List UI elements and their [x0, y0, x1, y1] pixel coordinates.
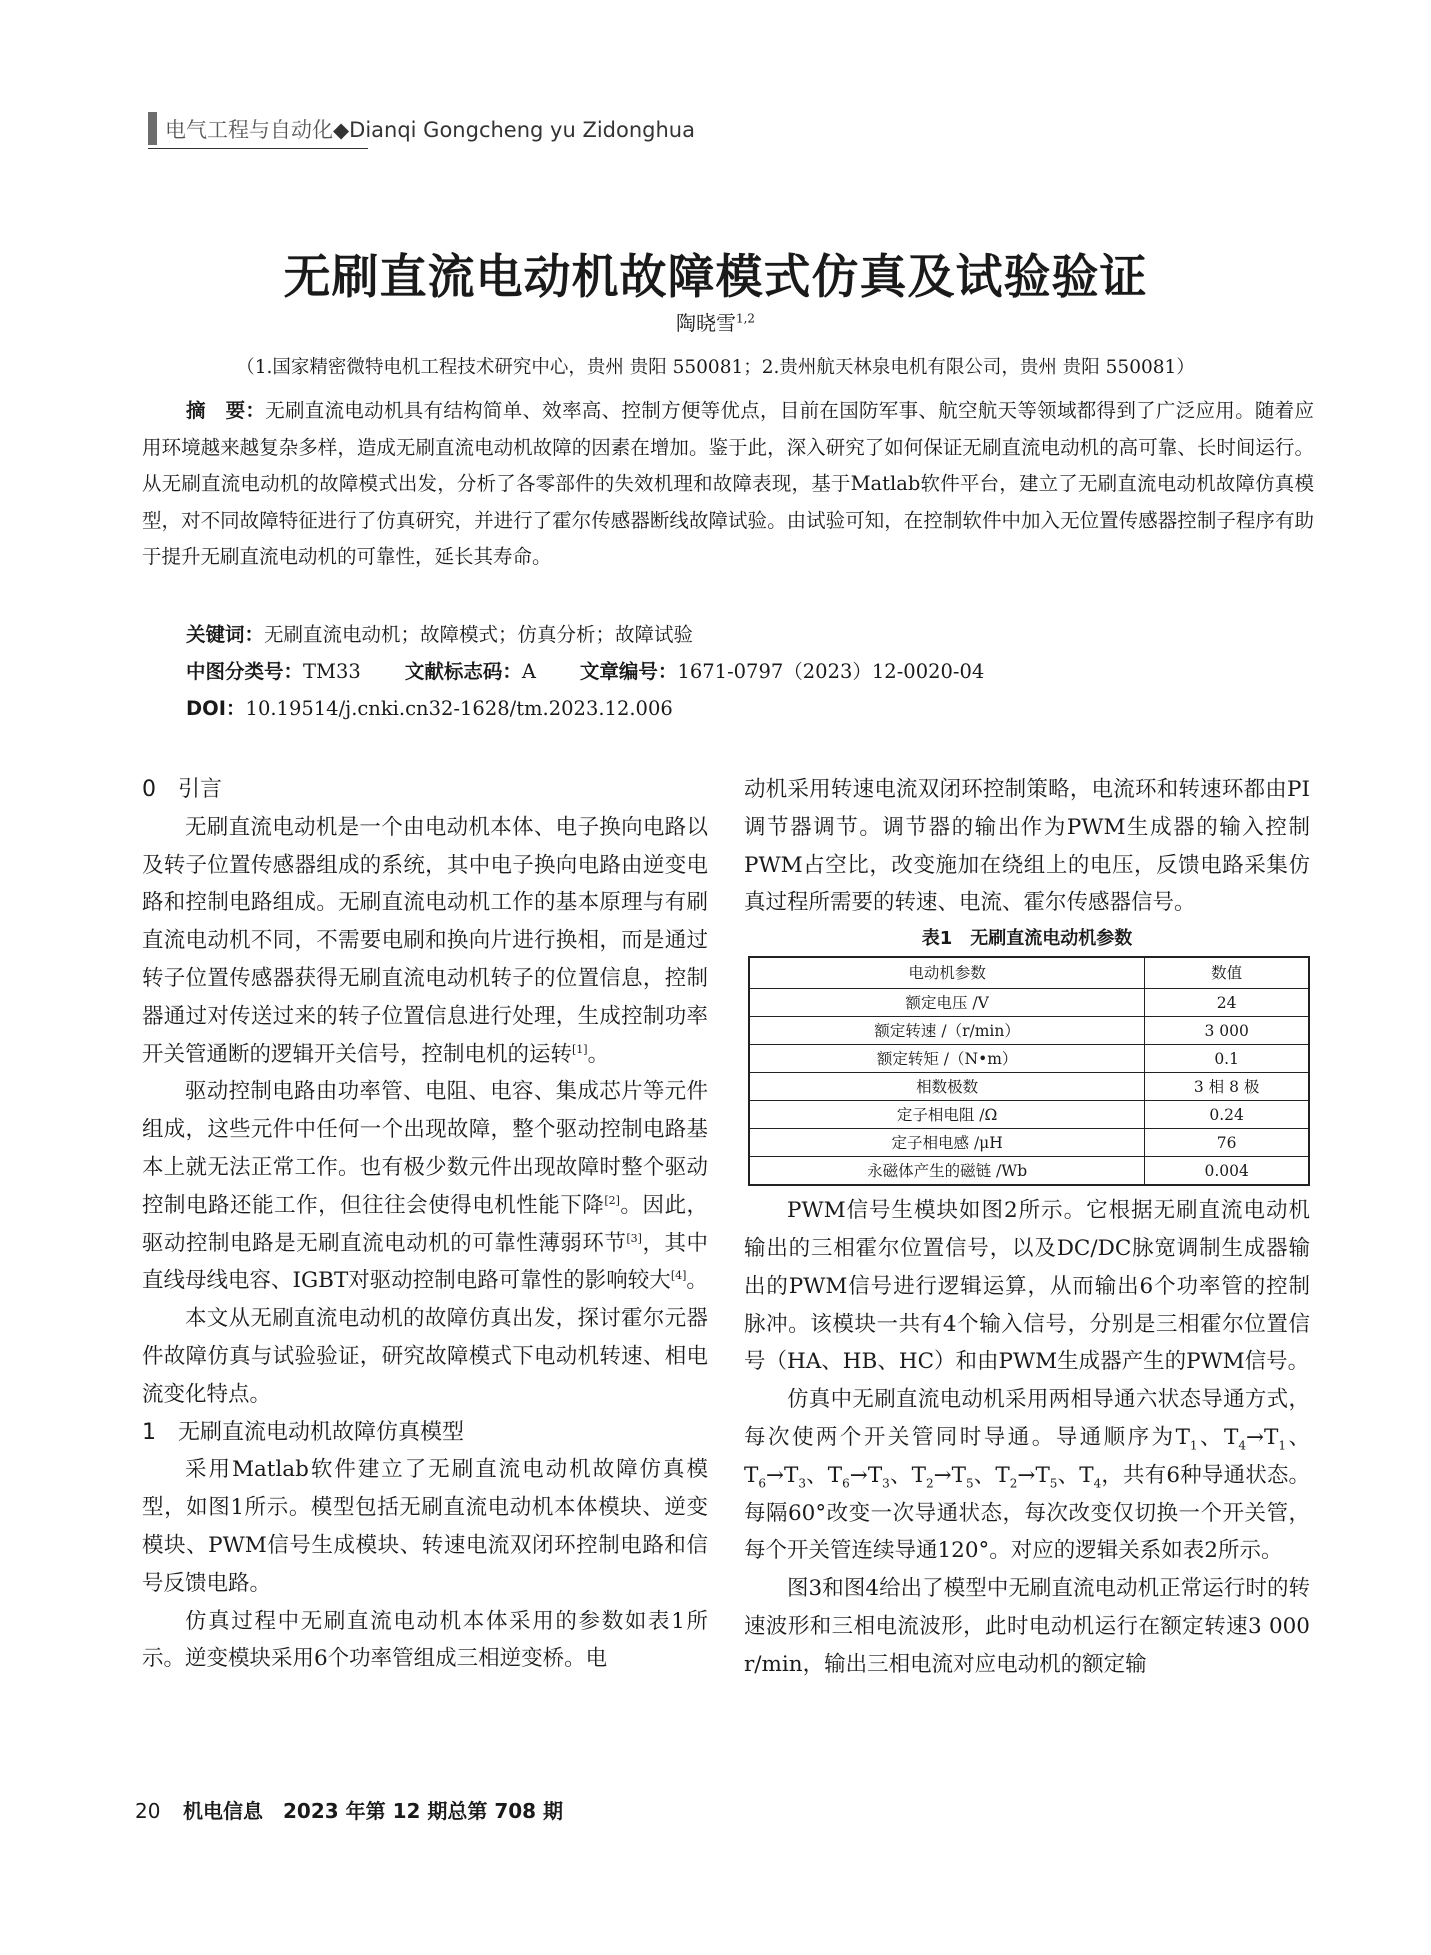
conduction-state: $T_3$、$T_2\to$ — [867, 1462, 952, 1491]
table-row — [749, 1101, 1309, 1129]
conduction-state: $T_5$、$T_2\to$ — [951, 1462, 1036, 1491]
section-heading-0: 0 引言 — [142, 777, 222, 802]
header-section-en: Dianqi Gongcheng yu Zidonghua — [349, 118, 695, 142]
keywords-line — [186, 619, 693, 647]
paragraph-text: ，共有6种导通状态。每隔60°改变一次导通状态，每次改变仅切换一个开关管，每个开关管连续导通120°。对应的逻辑关系如表2所示。 — [744, 1462, 1311, 1564]
parameter-table — [748, 956, 1310, 1186]
clc-label: 中图分类号： — [186, 660, 304, 683]
paragraph-text: ，其中直线母线电容、IGBT对驱动控制电路可靠性的影响较大 — [142, 1230, 708, 1294]
paragraph-text: 。 — [686, 1268, 708, 1294]
article-number-label: 文章编号： — [579, 660, 678, 683]
param-name: 永磁体产生的磁链 /Wb — [749, 1157, 1145, 1186]
param-name: 额定转矩 /（N•m） — [749, 1045, 1145, 1073]
citation-1[interactable]: [1] — [572, 1042, 588, 1056]
param-value: 0.1 — [1145, 1045, 1309, 1073]
paragraph-text: 驱动控制电路由功率管、电阻、电容、集成芯片等元件组成，这些元件中任何一个出现故障，整个驱动控制电路基本上就无法正常工作。也有极少数元件出现故障时整个驱动控制电路还能工作，但往往会使得电机性能下降 — [142, 1079, 708, 1218]
paragraph-model-2: 仿真过程中无刷直流电动机本体采用的参数如表1所示。逆变模块采用6个功率管组成三相逆变桥。电 — [142, 1608, 708, 1672]
abstract-text: 无刷直流电动机具有结构简单、效率高、控制方便等优点，目前在国防军事、航空航天等领域都得到了广泛应用。随着应用环境越来越复杂多样，造成无刷直流电动机故障的因素在增加。鉴于此，深入研究了如何保证无刷直流电动机的高可靠、长时间运行。从无刷直流电动机的故障模式出发，分析了各零部件的失效机理和故障表现，基于Matlab软件平台，建立了无刷直流电动机故障仿真模型，对不同故障特征进行了仿真研究，并进行了霍尔传感器断线故障试验。由试验可知，在控制软件中加入无位置传感器控制子程序有助于提升无刷直流电动机的可靠性，延长其寿命。 — [142, 399, 1314, 569]
page-number: 20 — [135, 1799, 161, 1823]
doc-code-value: A — [521, 660, 536, 683]
param-value: 0.24 — [1145, 1101, 1309, 1129]
table-header-cell: 数值 — [1145, 957, 1309, 989]
classification-line — [186, 656, 984, 684]
table-row — [749, 989, 1309, 1017]
citation-4[interactable]: [4] — [670, 1269, 687, 1283]
paragraph-text: 仿真中无刷直流电动机采用两相导通六状态导通方式，每次使两个开关管同时导通。导通顺序为 — [744, 1387, 1310, 1450]
table-header-row — [749, 957, 1309, 989]
citation-3[interactable]: [3] — [626, 1231, 642, 1245]
doi-label: DOI： — [186, 697, 246, 720]
paragraph-text: 。因此，驱动控制电路是无刷直流电动机的可靠性薄弱环节 — [142, 1192, 708, 1256]
paragraph-text: 无刷直流电动机是一个由电动机本体、电子换向电路以及转子位置传感器组成的系统，其中电子换向电路由逆变电路和控制电路组成。无刷直流电动机工作的基本原理与有刷直流电动机不同，不需要电刷和换向片进行换相，而是通过转子位置传感器获得无刷直流电动机转子的位置信息，控制器通过对传送过来的转子位置信息进行处理，生成控制功率开关管通断的逻辑开关信号，控制电机的运转 — [142, 814, 708, 1067]
paragraph-control-strategy: 动机采用转速电流双闭环控制策略，电流环和转速环都由PI调节器调节。调节器的输出作为PWM生成器的输入控制PWM占空比，改变施加在绕组上的电压，反馈电路采集仿真过程所需要的转速、电流、霍尔传感器信号。 — [744, 777, 1310, 916]
article-number-value: 1671-0797（2023）12-0020-04 — [677, 660, 985, 683]
param-value: 3 000 — [1145, 1017, 1309, 1045]
paragraph-intro-1 — [142, 809, 708, 1074]
paper-title: 无刷直流电动机故障模式仿真及试验验证 — [283, 250, 1148, 305]
param-value: 0.004 — [1145, 1157, 1309, 1186]
conduction-state: $T_1$、$T_6\to$ — [744, 1424, 1310, 1491]
conduction-state: $T_1$、$T_4\to$ — [1175, 1424, 1265, 1453]
header-section-cn: 电气工程与自动化 — [165, 118, 333, 142]
body-column-left — [142, 771, 708, 1678]
param-name: 定子相电感 /μH — [749, 1129, 1145, 1157]
page-footer — [135, 1795, 563, 1824]
citation-2[interactable]: [2] — [604, 1193, 620, 1207]
table-row — [749, 1157, 1309, 1186]
doi-line — [186, 693, 673, 721]
param-name: 相数极数 — [749, 1073, 1145, 1101]
table-row — [749, 1017, 1309, 1045]
table-row — [749, 1129, 1309, 1157]
abstract-label: 摘 要： — [186, 399, 266, 422]
diamond-icon: ◆ — [333, 118, 350, 142]
doc-code-label: 文献标志码： — [404, 660, 522, 683]
param-name: 定子相电阻 /Ω — [749, 1101, 1145, 1129]
clc-value: TM33 — [303, 660, 361, 683]
journal-name: 机电信息 — [183, 1799, 263, 1823]
author-affil-sup: 1,2 — [735, 311, 756, 326]
table1-caption: 表1 无刷直流电动机参数 — [921, 928, 1133, 950]
table-row — [749, 1073, 1309, 1101]
keywords-label: 关键词： — [186, 623, 265, 646]
keywords-text: 无刷直流电动机；故障模式；仿真分析；故障试验 — [264, 623, 694, 646]
paragraph-pwm-module: PWM信号生模块如图2所示。它根据无刷直流电动机输出的三相霍尔位置信号，以及DC/DC脉宽调制生成器输出的PWM信号进行逻辑运算，从而输出6个功率管的控制脉冲。该模块一共有4个输入信号，分别是三相霍尔位置信号（HA、HB、HC）和由PWM生成器产生的PWM信号。 — [744, 1198, 1310, 1375]
paragraph-conduction — [744, 1381, 1310, 1570]
paragraph-text: 。 — [587, 1041, 610, 1067]
param-value: 3 相 8 极 — [1145, 1073, 1309, 1101]
table-header-cell: 电动机参数 — [749, 957, 1145, 989]
param-name: 额定电压 /V — [749, 989, 1145, 1017]
conduction-state: $T_5$、$T_4$ — [1035, 1462, 1102, 1491]
doi-value: 10.19514/j.cnki.cn32-1628/tm.2023.12.006 — [245, 697, 673, 720]
author-line — [0, 307, 1431, 336]
section-heading-1: 1 无刷直流电动机故障仿真模型 — [142, 1419, 464, 1445]
issue-info: 2023 年第 12 期总第 708 期 — [283, 1799, 564, 1823]
param-value: 24 — [1145, 989, 1309, 1017]
paragraph-model-1: 采用Matlab软件建立了无刷直流电动机故障仿真模型，如图1所示。模型包括无刷直流电动机本体模块、逆变模块、PWM信号生成模块、转速电流双闭环控制电路和信号反馈电路。 — [142, 1457, 708, 1596]
param-name: 额定转速 /（r/min） — [749, 1017, 1145, 1045]
author-name: 陶晓雪 — [675, 311, 736, 335]
paragraph-waveforms: 图3和图4给出了模型中无刷直流电动机正常运行时的转速波形和三相电流波形，此时电动机运行在额定转速3 000 r/min，输出三相电流对应电动机的额定输 — [744, 1576, 1310, 1677]
paragraph-intro-2 — [142, 1073, 708, 1300]
param-value: 76 — [1145, 1129, 1309, 1157]
header-marker-bar — [148, 112, 157, 145]
header-rule — [148, 148, 368, 149]
body-column-right — [744, 771, 1310, 1684]
table-row — [749, 1045, 1309, 1073]
abstract — [142, 393, 1314, 576]
affiliation: （1.国家精密微特电机工程技术研究中心，贵州 贵阳 550081；2.贵州航天林泉电机有限公司，贵州 贵阳 550081） — [236, 357, 1195, 378]
conduction-state: $T_3$、$T_6\to$ — [784, 1462, 868, 1491]
paragraph-intro-3: 本文从无刷直流电动机的故障仿真出发，探讨霍尔元器件故障仿真与试验验证，研究故障模式下电动机转速、相电流变化特点。 — [142, 1306, 708, 1407]
header-text — [165, 114, 695, 144]
